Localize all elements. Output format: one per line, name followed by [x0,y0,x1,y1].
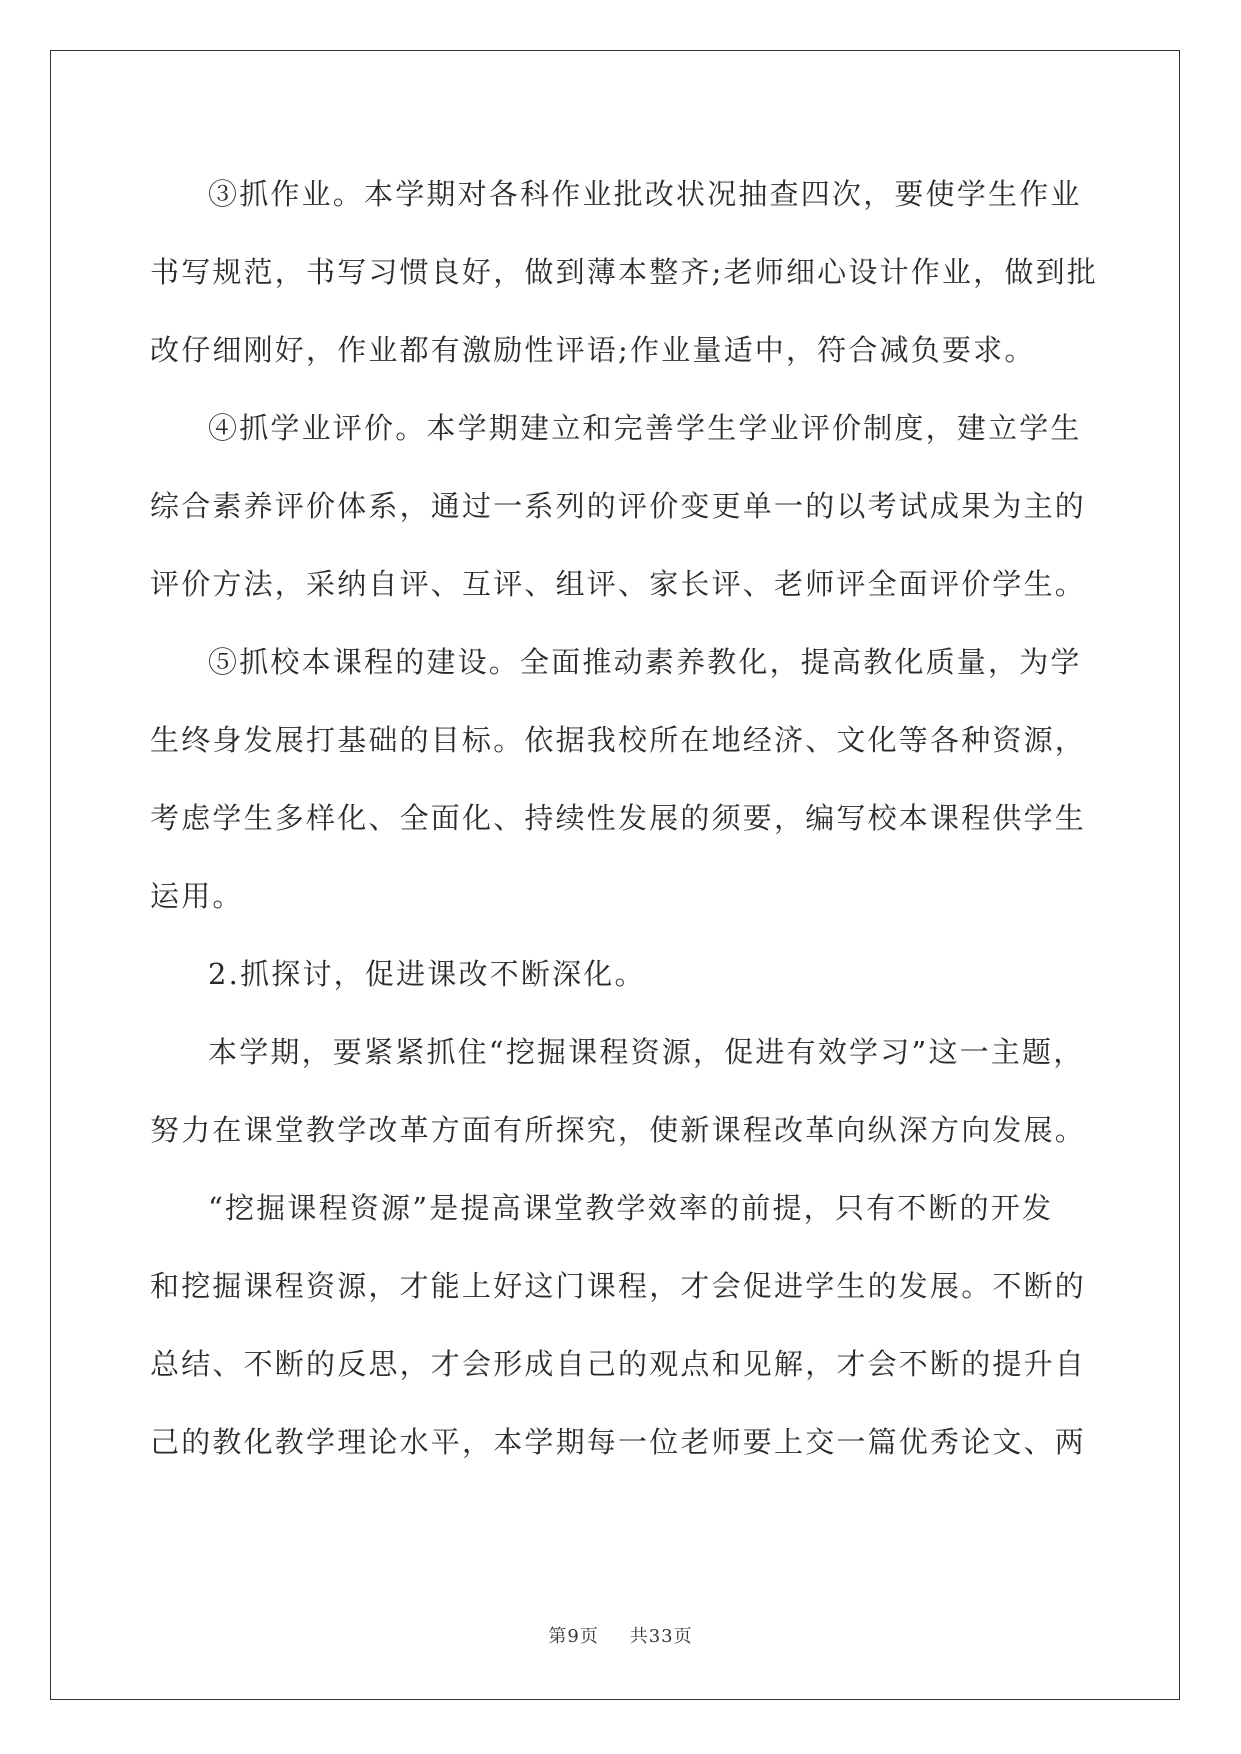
text-line: 本学期，要紧紧抓住“挖掘课程资源，促进有效学习”这一主题， [208,1035,1085,1069]
text-line: 运用。 [150,879,244,913]
text-line: 改仔细刚好，作业都有激励性评语;作业量适中，符合减负要求。 [150,333,1036,367]
document-body [150,155,1098,1481]
page-total: 共33页 [629,1626,693,1647]
text-line: 综合素养评价体系，通过一系列的评价变更单一的以考试成果为主的 [150,489,1087,523]
text-line: 己的教化教学理论水平，本学期每一位老师要上交一篇优秀论文、两 [150,1425,1087,1459]
text-line: 和挖掘课程资源，才能上好这门课程，才会促进学生的发展。不断的 [150,1269,1087,1303]
text-line: “挖掘课程资源”是提高课堂教学效率的前提，只有不断的开发 [208,1191,1054,1225]
text-line: 2.抓探讨，促进课改不断深化。 [208,957,646,991]
page-number: 第9页 [548,1626,599,1647]
text-line: 努力在课堂教学改革方面有所探究，使新课程改革向纵深方向发展。 [150,1113,1087,1147]
text-line: ③抓作业。本学期对各科作业批改状况抽查四次，要使学生作业 [208,177,1082,211]
text-line: 总结、不断的反思，才会形成自己的观点和见解，才会不断的提升自 [150,1347,1087,1381]
text-line: 评价方法，采纳自评、互评、组评、家长评、老师评全面评价学生。 [150,567,1087,601]
text-line: ⑤抓校本课程的建设。全面推动素养教化，提高教化质量，为学 [208,645,1082,679]
page-footer [0,1622,1241,1648]
text-line: 书写规范，书写习惯良好，做到薄本整齐;老师细心设计作业，做到批 [150,255,1098,289]
text-line: ④抓学业评价。本学期建立和完善学生学业评价制度，建立学生 [208,411,1082,445]
text-line: 考虑学生多样化、全面化、持续性发展的须要，编写校本课程供学生 [150,801,1087,835]
text-line: 生终身发展打基础的目标。依据我校所在地经济、文化等各种资源， [150,723,1087,757]
